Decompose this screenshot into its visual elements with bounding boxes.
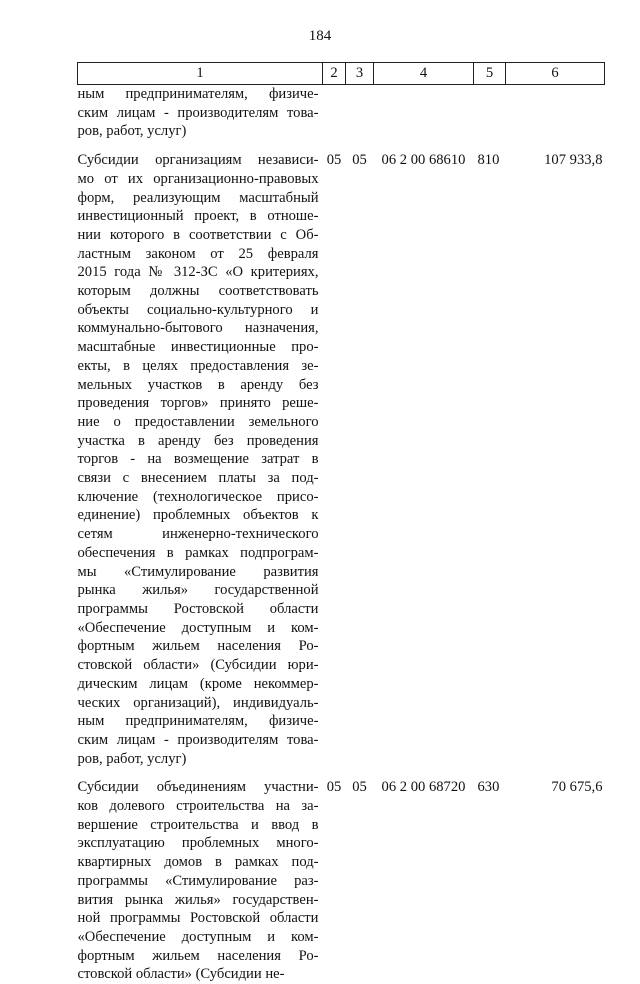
description-line: которым должны соответствовать	[77, 283, 319, 300]
description-line: ческих организаций), индивидуаль-	[77, 694, 319, 711]
description-line: ластным законом от 25 февраля	[77, 245, 319, 262]
description-line: фортным жильем населения Ро-	[77, 947, 319, 964]
description-line: проведения торгов» принято реше-	[77, 395, 319, 412]
description-line: вершение строительства и ввод в	[77, 816, 319, 833]
table-row	[78, 85, 605, 142]
target-article-code: 06 2 00 68720	[381, 779, 466, 796]
target-article-code: 06 2 00 68610	[381, 152, 466, 169]
description-line: ским лицам - производителям това-	[77, 104, 319, 121]
description-line: стовской области» (Субсидии юри-	[77, 657, 319, 674]
description-line: форм, реализующим масштабный	[77, 189, 319, 206]
description-line: объекты социально-культурного и	[77, 301, 319, 318]
subsection-code: 05	[352, 152, 367, 169]
description-line: эксплуатацию проблемных много-	[77, 835, 319, 852]
description-line: стовской области» (Субсидии не-	[77, 966, 285, 983]
target-article-code	[374, 85, 474, 142]
description-line: ров, работ, услуг)	[77, 123, 187, 140]
row-description	[78, 85, 323, 142]
amount: 70 675,6	[551, 779, 603, 796]
description-line: инвестиционный проект, в отноше-	[77, 208, 319, 225]
description-line: рынка жилья» государственной	[77, 582, 319, 599]
description-line: коммунально-бытового назначения,	[77, 320, 319, 337]
description-line: ским лицам - производителям това-	[77, 731, 319, 748]
subsection-code: 05	[352, 779, 367, 796]
table-row	[78, 151, 605, 768]
description-line: ключение (технологическое присо-	[77, 488, 319, 505]
description-line: нии которого в соответствии с Об-	[77, 226, 319, 243]
description-line: квартирных домов в рамках под-	[77, 854, 319, 871]
table-row	[78, 778, 605, 984]
description-line: Субсидии объединениям участни-	[77, 779, 319, 796]
page-number: 184	[308, 28, 332, 44]
description-line: «Обеспечение доступным и ком-	[77, 928, 319, 945]
expense-type-code: 630	[477, 779, 500, 796]
header-col-3: 3	[346, 63, 374, 85]
header-col-5: 5	[474, 63, 506, 85]
description-line: торгов - на возмещение затрат в	[77, 451, 319, 468]
description-line: программы Ростовской области	[77, 600, 319, 617]
amount	[506, 85, 605, 142]
description-line: «Обеспечение доступным и ком-	[77, 619, 319, 636]
header-col-6: 6	[506, 63, 605, 85]
description-line: ным предпринимателям, физиче-	[77, 713, 319, 730]
budget-table	[77, 62, 605, 984]
section-code: 05	[326, 779, 342, 796]
row-spacer	[78, 141, 605, 151]
description-line: участка в аренду без проведения	[77, 432, 319, 449]
section-code	[323, 85, 346, 142]
description-line: обеспечения в рамках подпрограм-	[77, 544, 319, 561]
description-line: ным предпринимателям, физиче-	[77, 86, 319, 102]
row-description	[78, 778, 323, 984]
description-line: сетям инженерно-технического	[77, 526, 319, 543]
description-line: ков долевого строительства на за-	[77, 798, 319, 815]
description-line: связи с внесением платы за под-	[77, 470, 319, 487]
description-line: ров, работ, услуг)	[77, 750, 187, 767]
expense-type-code	[474, 85, 506, 142]
description-line: ние о предоставлении земельного	[77, 413, 319, 430]
row-spacer	[78, 768, 605, 778]
expense-type-code: 810	[477, 152, 500, 169]
description-line: масштабные инвестиционные про-	[77, 339, 319, 356]
description-line: вития рынка жилья» государствен-	[77, 891, 319, 908]
amount: 107 933,8	[544, 152, 603, 169]
description-line: мы «Стимулирование развития	[77, 563, 319, 580]
description-line: программы «Стимулирование раз-	[77, 872, 319, 889]
description-line: Субсидии организациям независи-	[77, 152, 319, 169]
header-col-4: 4	[374, 63, 474, 85]
description-line: мельных участков в аренду без	[77, 376, 319, 393]
description-line: ной программы Ростовской области	[77, 910, 319, 927]
description-line: мо от их организационно-правовых	[77, 170, 319, 187]
description-line: дическим лицам (кроме некоммер-	[77, 675, 319, 692]
description-line: фортным жильем населения Ро-	[77, 638, 319, 655]
subsection-code	[346, 85, 374, 142]
header-row	[78, 63, 605, 85]
header-col-2: 2	[323, 63, 346, 85]
description-line: екты, в целях предоставления зе-	[77, 357, 319, 374]
row-description	[78, 151, 323, 768]
description-line: единение) проблемных объектов к	[77, 507, 319, 524]
description-line: 2015 года № 312-ЗС «О критериях,	[77, 264, 319, 281]
section-code: 05	[326, 152, 342, 169]
header-col-1: 1	[78, 63, 323, 85]
